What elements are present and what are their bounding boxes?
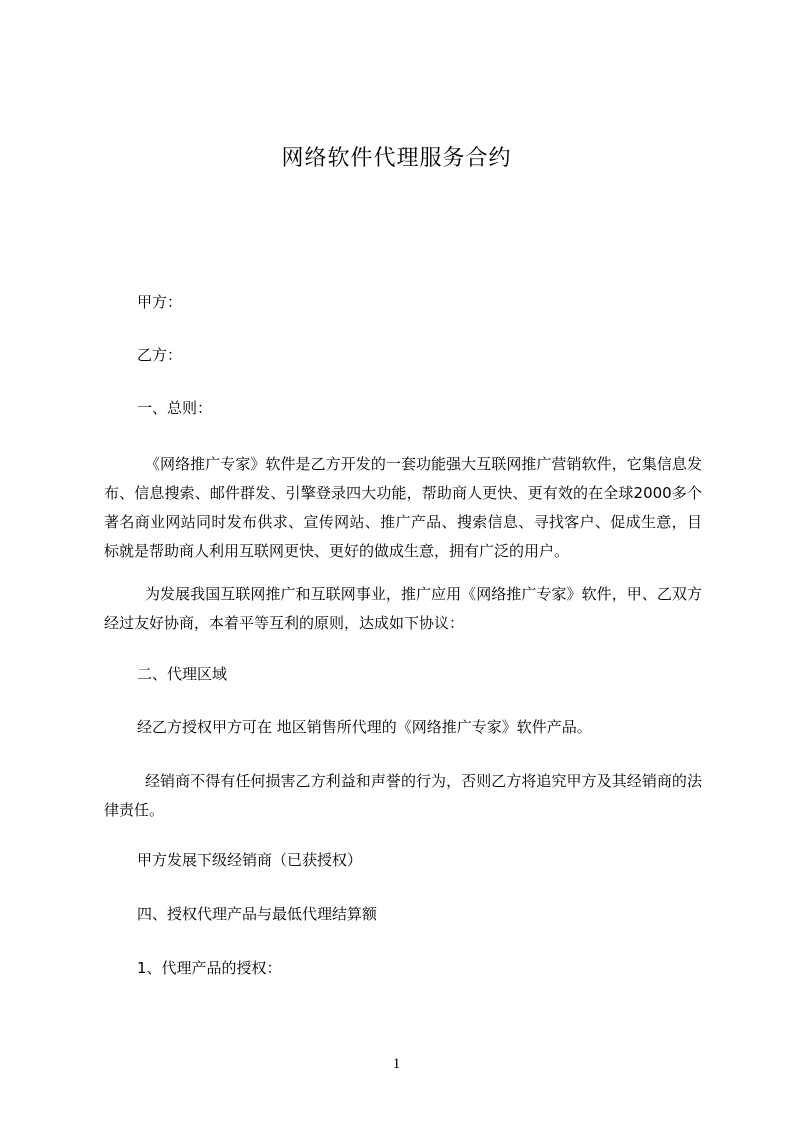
party-b-label: 乙方： [137, 346, 183, 364]
page-number: 1 [392, 1056, 401, 1072]
section-1-heading: 一、总则： [137, 399, 213, 417]
party-a-label: 甲方： [137, 293, 183, 311]
general-provisions-paragraph: 《网络推广专家》软件是乙方开发的一套功能强大互联网推广营销软件，它集信息发布、信息搜索、邮件群发、引擎登录四大功能，帮助商人更快、更有效的在全球2000多个著名商业网站同时发布供求、宣传网站、推广产品、搜索信息、寻找客户、促成生意，目标就是帮助商人利用互联网更快、更好的做成生意，拥有广泛的用户。 [104, 455, 702, 560]
section-4-heading: 四、授权代理产品与最低代理结算额 [137, 905, 378, 923]
document-title: 网络软件代理服务合约 [281, 146, 512, 171]
purpose-paragraph: 为发展我国互联网推广和互联网事业，推广应用《网络推广专家》软件，甲、乙双方经过友好协商，本着平等互利的原则，达成如下协议： [104, 585, 702, 632]
authorization-text: 经乙方授权甲方可在 地区销售所代理的《网络推广专家》软件产品。 [137, 718, 592, 736]
section-2-heading: 二、代理区域 [137, 665, 228, 683]
sub-dealer-text: 甲方发展下级经销商（已获授权） [137, 851, 363, 869]
dealer-liability-paragraph: 经销商不得有任何损害乙方利益和声誉的行为，否则乙方将追究甲方及其经销商的法律责任。 [104, 772, 702, 819]
subsection-1-heading: 1、代理产品的授权： [137, 959, 282, 977]
